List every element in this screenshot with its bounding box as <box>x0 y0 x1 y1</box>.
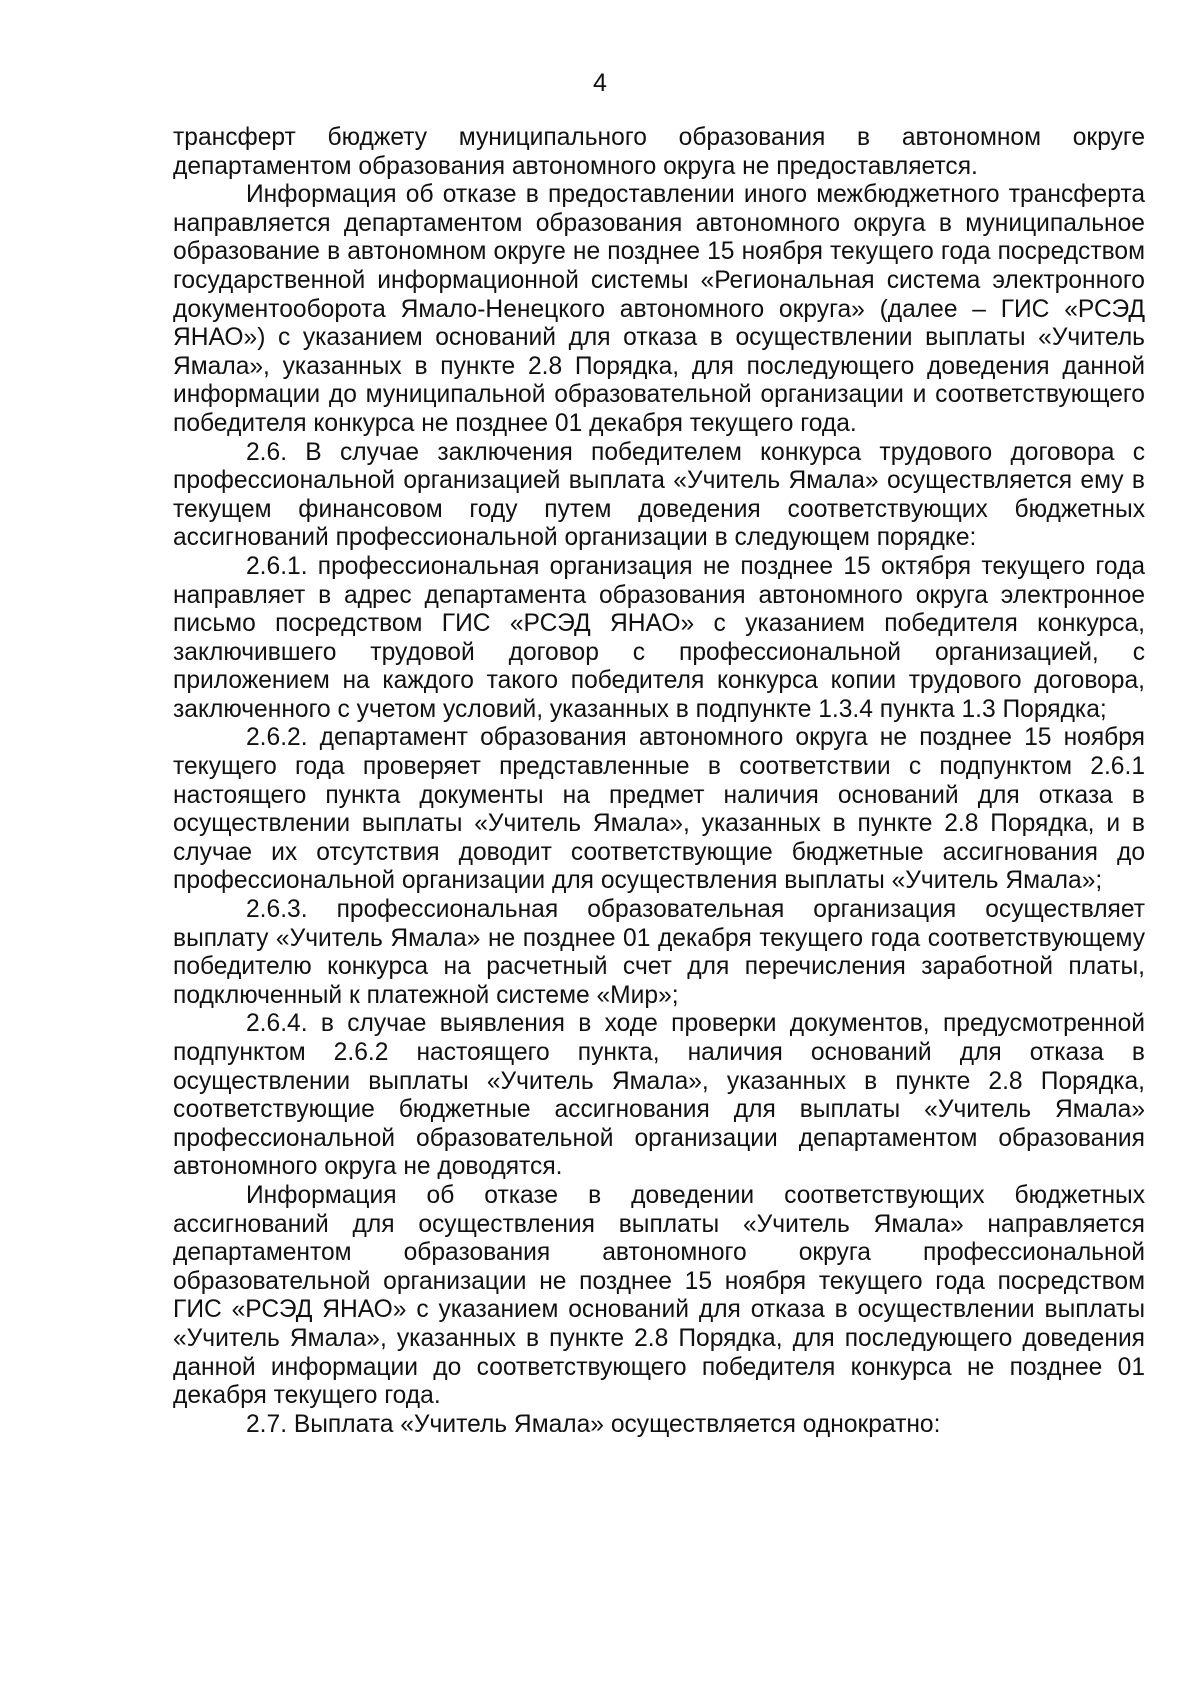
paragraph-2-6-2: 2.6.2. департамент образования автономного округа не позднее 15 ноября текущего года проверяет представленные в соответствии с подпунктом 2.6.1 настоящего пункта документы на предмет наличия оснований для отказа в осуществлении выплаты «Учитель Ямала», указанных в пункте 2.8 Порядка, и в случае их отсутствия доводит соответствующие бюджетные ассигнования до профессиональной организации для осуществления выплаты «Учитель Ямала»; <box>173 724 1145 895</box>
paragraph-2-6: 2.6. В случае заключения победителем конкурса трудового договора с профессиональной организацией выплата «Учитель Ямала» осуществляется ему в текущем финансовом году путем доведения соответствующих бюджетных ассигнований профессиональной организации в следующем порядке: <box>173 438 1145 552</box>
paragraph-2-6-3: 2.6.3. профессиональная образовательная организация осуществляет выплату «Учитель Ямала» не позднее 01 декабря текущего года соответствующему победителю конкурса на расчетный счет для перечисления заработной платы, подключенный к платежной системе «Мир»; <box>173 896 1145 1009</box>
paragraph-2-6-1: 2.6.1. профессиональная организация не позднее 15 октября текущего года направляет в адрес департамента образования автономного округа электронное письмо посредством ГИС «РСЭД ЯНАО» с указанием победителя конкурса, заключившего трудовой договор с профессиональной организацией, с приложением на каждого такого победителя конкурса копии трудового договора, заключенного с учетом условий, указанных в подпункте 1.3.4 пункта 1.3 Порядка; <box>173 552 1145 723</box>
page-number: 4 <box>593 69 607 97</box>
document-body <box>173 124 1145 1439</box>
paragraph-2-7: 2.7. Выплата «Учитель Ямала» осуществляется однократно: <box>246 1410 941 1438</box>
paragraph-transfer-continuation: трансферт бюджету муниципального образования в автономном округе департаментом образования автономного округа не предоставляется. <box>173 124 1145 180</box>
paragraph-2-6-4: 2.6.4. в случае выявления в ходе проверки документов, предусмотренной подпунктом 2.6.2 настоящего пункта, наличия оснований для отказа в осуществлении выплаты «Учитель Ямала», указанных в пункте 2.8 Порядка, соответствующие бюджетные ассигнования для выплаты «Учитель Ямала» профессиональной образовательной организации департаментом образования автономного округа не доводятся. <box>173 1010 1145 1181</box>
paragraph-refusal-information: Информация об отказе в предоставлении иного межбюджетного трансферта направляется департаментом образования автономного округа в муниципальное образование в автономном округе не позднее 15 ноября текущего года посредством государственной информационной системы «Региональная система электронного документооборота Ямало-Ненецкого автономного округа» (далее – ГИС «РСЭД ЯНАО») с указанием оснований для отказа в осуществлении выплаты «Учитель Ямала», указанных в пункте 2.8 Порядка, для последующего доведения данной информации до муниципальной образовательной организации и соответствующего победителя конкурса не позднее 01 декабря текущего года. <box>173 181 1145 437</box>
paragraph-budget-refusal-information: Информация об отказе в доведении соответствующих бюджетных ассигнований для осуществления выплаты «Учитель Ямала» направляется департаментом образования автономного округа профессиональной образовательной организации не позднее 15 ноября текущего года посредством ГИС «РСЭД ЯНАО» с указанием оснований для отказа в осуществлении выплаты «Учитель Ямала», указанных в пункте 2.8 Порядка, для последующего доведения данной информации до соответствующего победителя конкурса не позднее 01 декабря текущего года. <box>173 1181 1145 1410</box>
